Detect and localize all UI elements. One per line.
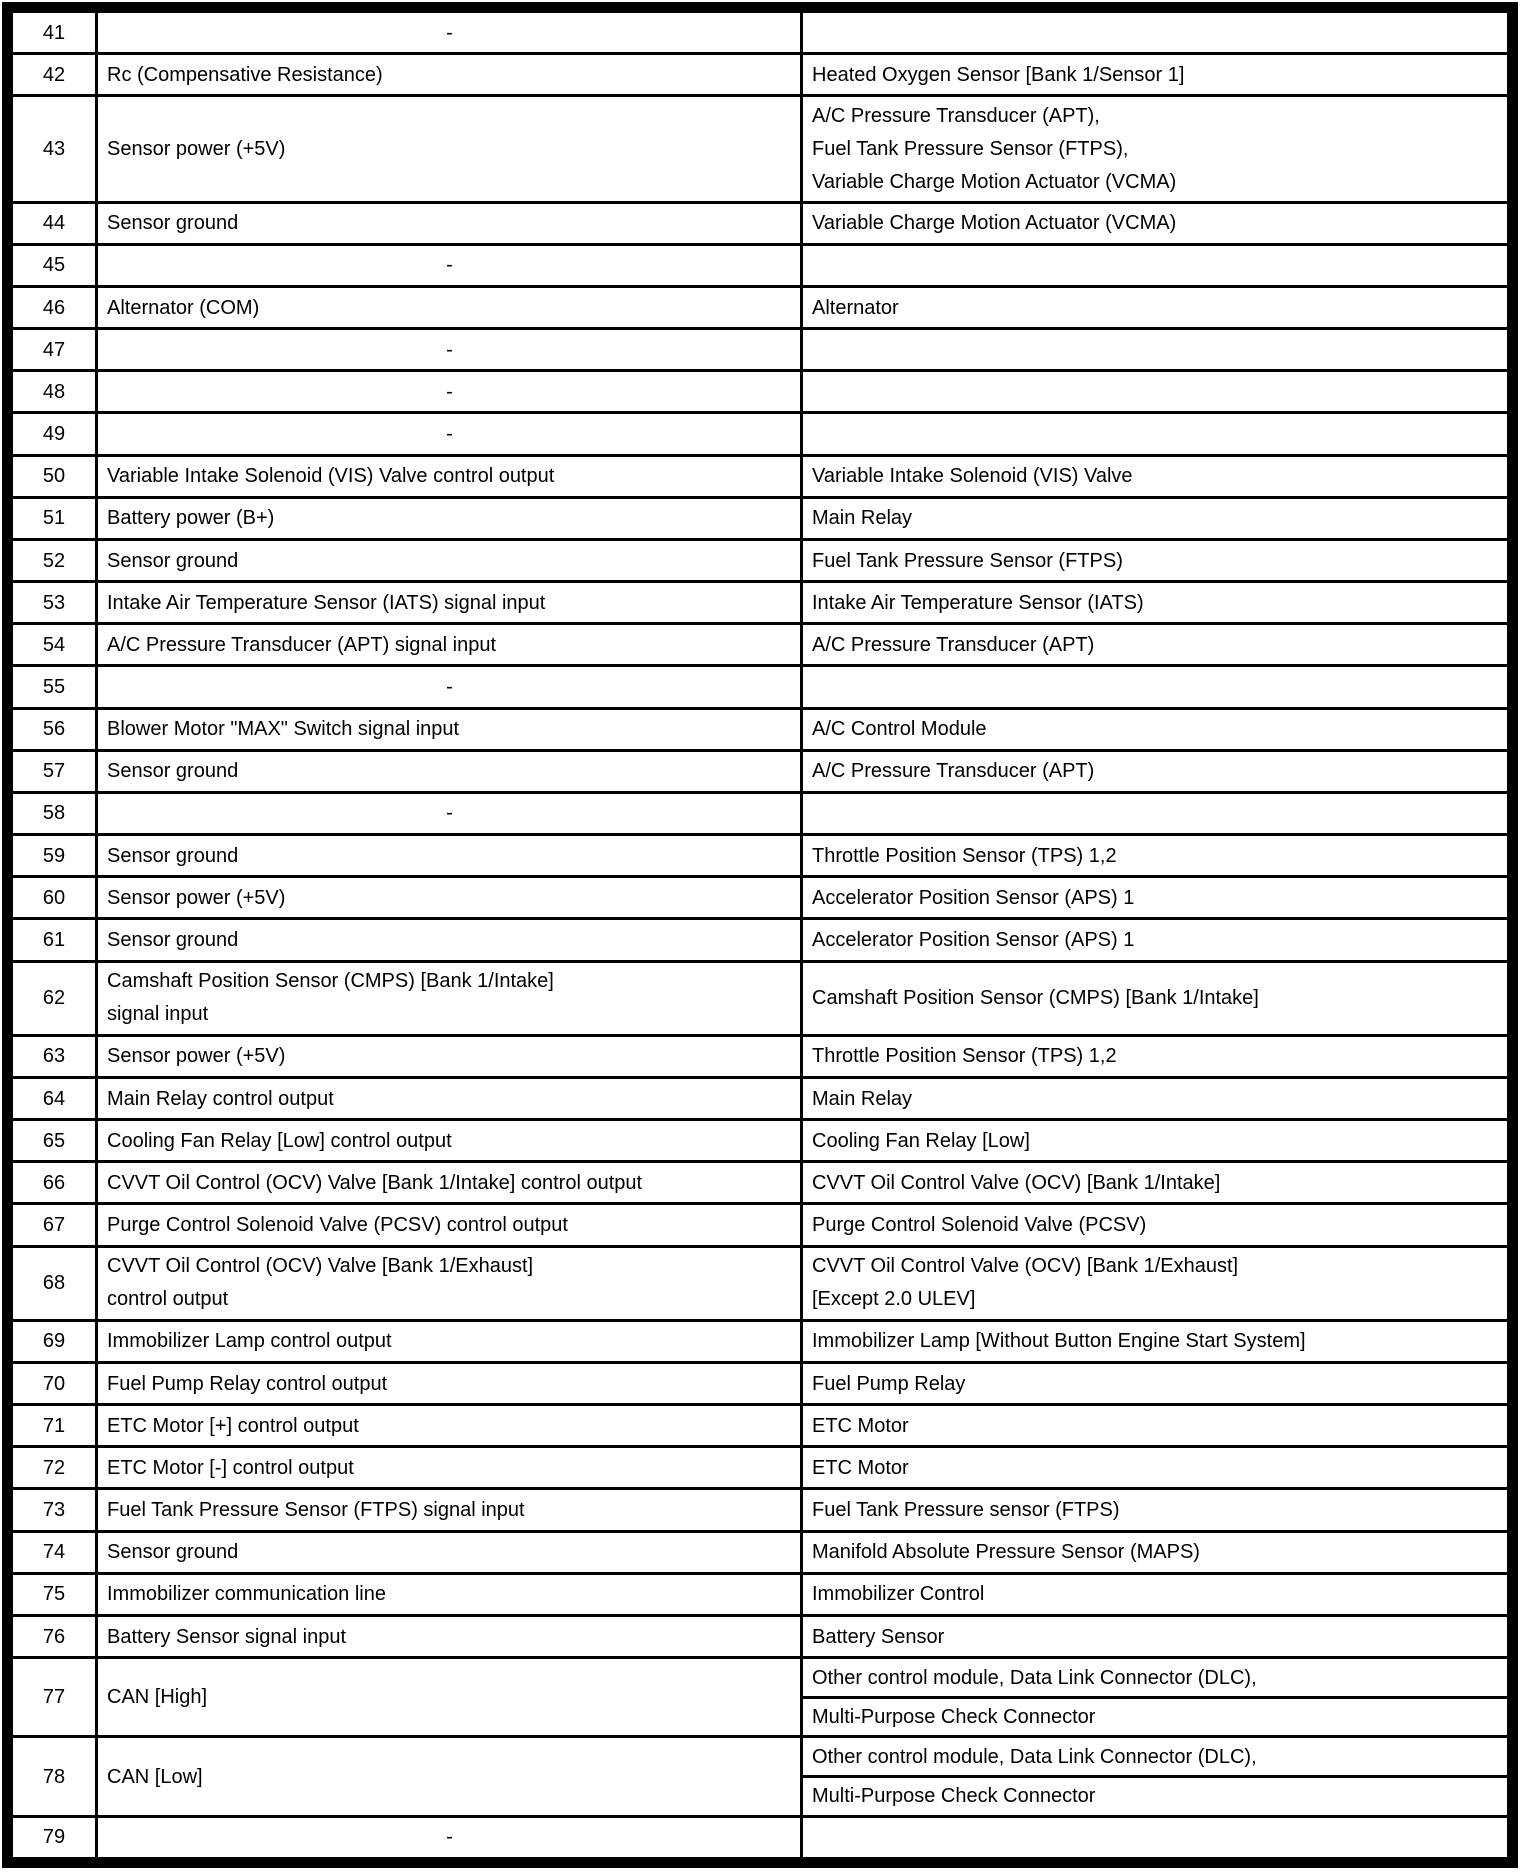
table-row — [12, 287, 1509, 329]
pin-cell: 75 — [12, 1573, 97, 1615]
description-cell — [97, 1246, 802, 1320]
pin-cell: 73 — [12, 1489, 97, 1531]
pin-cell: 47 — [12, 329, 97, 371]
table-row — [12, 455, 1509, 497]
description-cell: - — [97, 329, 802, 371]
pin-cell: 61 — [12, 919, 97, 961]
destination-cell — [802, 1658, 1509, 1737]
pin-cell: 41 — [12, 12, 97, 54]
destination-subcell: Multi-Purpose Check Connector — [803, 1696, 1507, 1736]
description-cell: Sensor power (+5V) — [97, 1035, 802, 1077]
connector-pinout-table-frame — [2, 2, 1518, 1868]
cell-line: Camshaft Position Sensor (CMPS) [Bank 1/Intake] — [107, 970, 554, 993]
description-cell: Intake Air Temperature Sensor (IATS) signal input — [97, 582, 802, 624]
pin-cell: 66 — [12, 1162, 97, 1204]
table-row — [12, 96, 1509, 202]
cell-line: Fuel Tank Pressure Sensor (FTPS), — [812, 137, 1129, 160]
destination-cell: Immobilizer Control — [802, 1573, 1509, 1615]
table-row — [12, 202, 1509, 244]
description-cell: CAN [Low] — [97, 1737, 802, 1816]
pin-cell: 70 — [12, 1363, 97, 1405]
table-row — [12, 1531, 1509, 1573]
description-cell: Immobilizer communication line — [97, 1573, 802, 1615]
cell-line: control output — [107, 1288, 229, 1311]
destination-cell: CVVT Oil Control Valve (OCV) [Bank 1/Intake] — [802, 1162, 1509, 1204]
pin-cell: 51 — [12, 497, 97, 539]
pin-cell: 49 — [12, 413, 97, 455]
pin-cell: 67 — [12, 1204, 97, 1246]
description-cell: Sensor ground — [97, 539, 802, 581]
description-cell — [97, 961, 802, 1035]
destination-cell: Camshaft Position Sensor (CMPS) [Bank 1/Intake] — [802, 961, 1509, 1035]
pin-cell: 60 — [12, 877, 97, 919]
description-cell: Alternator (COM) — [97, 287, 802, 329]
description-cell: - — [97, 1816, 802, 1858]
destination-cell: Alternator — [802, 287, 1509, 329]
cell-line: [Except 2.0 ULEV] — [812, 1288, 976, 1311]
table-row — [12, 1077, 1509, 1119]
destination-cell: Variable Charge Motion Actuator (VCMA) — [802, 202, 1509, 244]
table-row — [12, 329, 1509, 371]
description-cell: CVVT Oil Control (OCV) Valve [Bank 1/Intake] control output — [97, 1162, 802, 1204]
table-row — [12, 413, 1509, 455]
description-cell: Sensor ground — [97, 835, 802, 877]
destination-subcell: Multi-Purpose Check Connector — [803, 1775, 1507, 1815]
description-cell: ETC Motor [-] control output — [97, 1447, 802, 1489]
destination-cell — [802, 244, 1509, 286]
pin-cell: 53 — [12, 582, 97, 624]
description-cell: - — [97, 666, 802, 708]
description-cell: A/C Pressure Transducer (APT) signal input — [97, 624, 802, 666]
table-row — [12, 1120, 1509, 1162]
cell-line: Variable Charge Motion Actuator (VCMA) — [812, 170, 1177, 193]
table-row — [12, 1320, 1509, 1362]
description-cell: Purge Control Solenoid Valve (PCSV) control output — [97, 1204, 802, 1246]
pin-cell: 64 — [12, 1077, 97, 1119]
destination-cell: Manifold Absolute Pressure Sensor (MAPS) — [802, 1531, 1509, 1573]
pin-cell: 54 — [12, 624, 97, 666]
destination-split — [803, 1739, 1507, 1815]
description-cell: Rc (Compensative Resistance) — [97, 54, 802, 96]
table-row — [12, 835, 1509, 877]
description-cell: Sensor ground — [97, 202, 802, 244]
table-row — [12, 877, 1509, 919]
table-body — [12, 12, 1509, 1859]
cell-line: CVVT Oil Control Valve (OCV) [Bank 1/Exhaust] — [812, 1255, 1239, 1278]
description-cell: - — [97, 792, 802, 834]
table-row — [12, 582, 1509, 624]
destination-cell: Accelerator Position Sensor (APS) 1 — [802, 877, 1509, 919]
description-cell: Fuel Pump Relay control output — [97, 1363, 802, 1405]
description-cell: Blower Motor "MAX" Switch signal input — [97, 708, 802, 750]
pin-cell: 62 — [12, 961, 97, 1035]
cell-line: signal input — [107, 1003, 209, 1026]
table-row — [12, 666, 1509, 708]
pin-cell: 78 — [12, 1737, 97, 1816]
table-row — [12, 371, 1509, 413]
pin-cell: 44 — [12, 202, 97, 244]
description-cell: Battery power (B+) — [97, 497, 802, 539]
pin-cell: 48 — [12, 371, 97, 413]
description-cell: - — [97, 413, 802, 455]
description-cell: Fuel Tank Pressure Sensor (FTPS) signal input — [97, 1489, 802, 1531]
pin-cell: 57 — [12, 750, 97, 792]
pin-cell: 69 — [12, 1320, 97, 1362]
destination-cell: Main Relay — [802, 1077, 1509, 1119]
destination-cell: ETC Motor — [802, 1447, 1509, 1489]
description-cell: Cooling Fan Relay [Low] control output — [97, 1120, 802, 1162]
table-row — [12, 539, 1509, 581]
table-row — [12, 1204, 1509, 1246]
destination-cell — [802, 792, 1509, 834]
destination-cell: Fuel Tank Pressure Sensor (FTPS) — [802, 539, 1509, 581]
destination-cell: Purge Control Solenoid Valve (PCSV) — [802, 1204, 1509, 1246]
pin-cell: 50 — [12, 455, 97, 497]
table-row — [12, 1162, 1509, 1204]
destination-cell — [802, 1737, 1509, 1816]
destination-cell: Throttle Position Sensor (TPS) 1,2 — [802, 1035, 1509, 1077]
destination-cell: Heated Oxygen Sensor [Bank 1/Sensor 1] — [802, 54, 1509, 96]
table-row — [12, 1489, 1509, 1531]
destination-cell: A/C Pressure Transducer (APT) — [802, 750, 1509, 792]
pin-cell: 79 — [12, 1816, 97, 1858]
pin-cell: 65 — [12, 1120, 97, 1162]
table-row — [12, 1658, 1509, 1737]
destination-cell: Fuel Tank Pressure sensor (FTPS) — [802, 1489, 1509, 1531]
destination-cell: Throttle Position Sensor (TPS) 1,2 — [802, 835, 1509, 877]
pin-cell: 63 — [12, 1035, 97, 1077]
destination-cell — [802, 413, 1509, 455]
pin-cell: 55 — [12, 666, 97, 708]
pin-cell: 43 — [12, 96, 97, 202]
table-row — [12, 12, 1509, 54]
destination-cell: Accelerator Position Sensor (APS) 1 — [802, 919, 1509, 961]
destination-cell — [802, 371, 1509, 413]
description-cell: Battery Sensor signal input — [97, 1615, 802, 1657]
table-row — [12, 919, 1509, 961]
description-cell: Sensor ground — [97, 919, 802, 961]
cell-line: CVVT Oil Control (OCV) Valve [Bank 1/Exhaust] — [107, 1255, 534, 1278]
table-row — [12, 497, 1509, 539]
description-cell: Sensor power (+5V) — [97, 96, 802, 202]
destination-cell: Intake Air Temperature Sensor (IATS) — [802, 582, 1509, 624]
destination-cell: Main Relay — [802, 497, 1509, 539]
destination-cell: Fuel Pump Relay — [802, 1363, 1509, 1405]
destination-cell — [802, 96, 1509, 202]
pin-cell: 74 — [12, 1531, 97, 1573]
description-cell: ETC Motor [+] control output — [97, 1405, 802, 1447]
destination-cell: ETC Motor — [802, 1405, 1509, 1447]
description-cell: Sensor ground — [97, 750, 802, 792]
table-row — [12, 54, 1509, 96]
pin-cell: 71 — [12, 1405, 97, 1447]
table-row — [12, 1816, 1509, 1858]
table-row — [12, 1447, 1509, 1489]
description-cell: Sensor power (+5V) — [97, 877, 802, 919]
pin-cell: 52 — [12, 539, 97, 581]
table-row — [12, 1615, 1509, 1657]
description-cell: Immobilizer Lamp control output — [97, 1320, 802, 1362]
table-row — [12, 1737, 1509, 1816]
pin-cell: 46 — [12, 287, 97, 329]
pin-cell: 76 — [12, 1615, 97, 1657]
destination-cell — [802, 12, 1509, 54]
destination-cell: A/C Pressure Transducer (APT) — [802, 624, 1509, 666]
description-cell: Variable Intake Solenoid (VIS) Valve control output — [97, 455, 802, 497]
pin-cell: 45 — [12, 244, 97, 286]
description-cell: - — [97, 371, 802, 413]
table-row — [12, 750, 1509, 792]
table-row — [12, 1035, 1509, 1077]
destination-subcell: Other control module, Data Link Connector (DLC), — [812, 1745, 1257, 1768]
destination-cell: Battery Sensor — [802, 1615, 1509, 1657]
destination-cell: Immobilizer Lamp [Without Button Engine Start System] — [802, 1320, 1509, 1362]
description-cell: Sensor ground — [97, 1531, 802, 1573]
table-row — [12, 961, 1509, 1035]
destination-cell: Variable Intake Solenoid (VIS) Valve — [802, 455, 1509, 497]
destination-split — [803, 1659, 1507, 1735]
destination-cell — [802, 1246, 1509, 1320]
pin-cell: 59 — [12, 835, 97, 877]
table-row — [12, 244, 1509, 286]
table-row — [12, 792, 1509, 834]
connector-pinout-table — [10, 10, 1510, 1860]
cell-line: A/C Pressure Transducer (APT), — [812, 104, 1100, 127]
pin-cell: 56 — [12, 708, 97, 750]
destination-cell — [802, 666, 1509, 708]
pin-cell: 72 — [12, 1447, 97, 1489]
destination-cell: Cooling Fan Relay [Low] — [802, 1120, 1509, 1162]
table-row — [12, 1405, 1509, 1447]
table-row — [12, 624, 1509, 666]
table-row — [12, 708, 1509, 750]
table-row — [12, 1363, 1509, 1405]
description-cell: - — [97, 244, 802, 286]
destination-cell — [802, 329, 1509, 371]
table-row — [12, 1573, 1509, 1615]
description-cell: Main Relay control output — [97, 1077, 802, 1119]
pin-cell: 77 — [12, 1658, 97, 1737]
description-cell: CAN [High] — [97, 1658, 802, 1737]
pin-cell: 68 — [12, 1246, 97, 1320]
destination-subcell: Other control module, Data Link Connector (DLC), — [812, 1666, 1257, 1689]
table-row — [12, 1246, 1509, 1320]
destination-cell: A/C Control Module — [802, 708, 1509, 750]
pin-cell: 58 — [12, 792, 97, 834]
pin-cell: 42 — [12, 54, 97, 96]
destination-cell — [802, 1816, 1509, 1858]
description-cell: - — [97, 12, 802, 54]
